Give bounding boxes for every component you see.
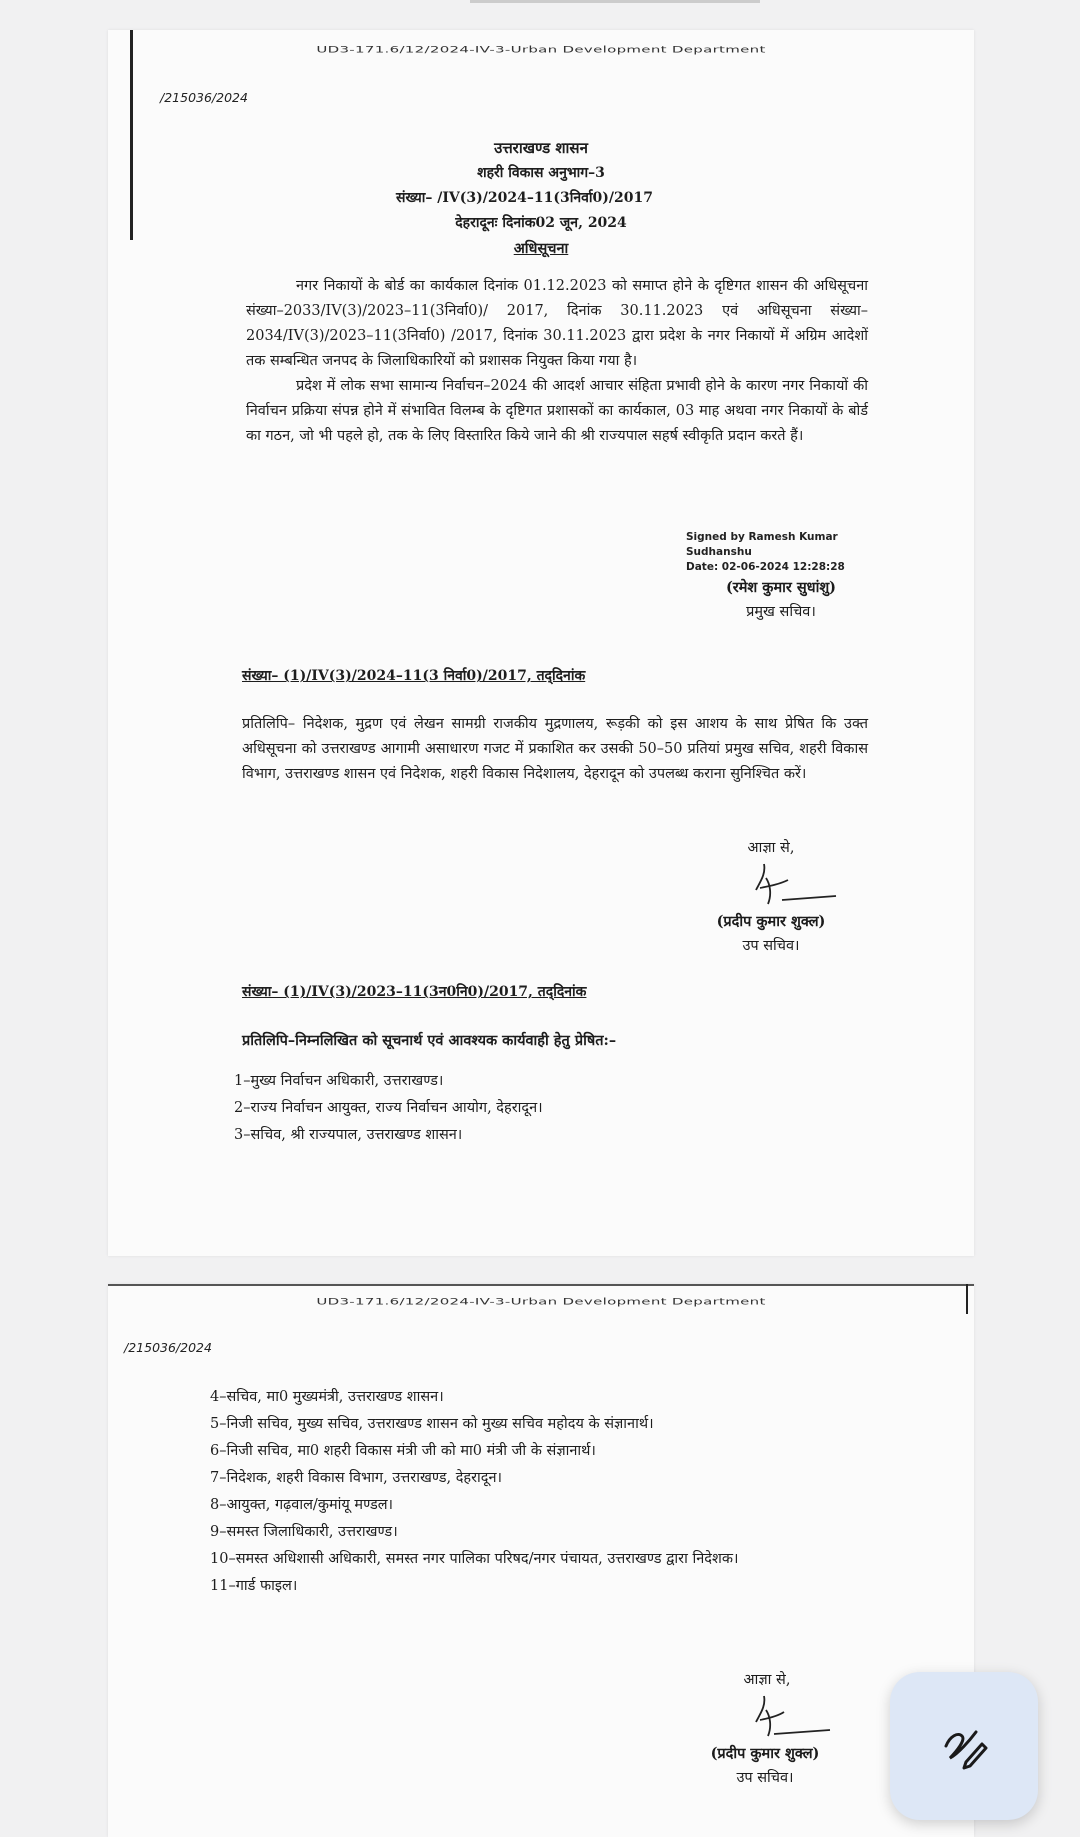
section-title: शहरी विकास अनुभाग–3 bbox=[477, 165, 605, 181]
list-item: 9–समस्त जिलाधिकारी, उत्तराखण्ड। bbox=[210, 1524, 398, 1540]
recipient-list-2 bbox=[210, 1384, 840, 1600]
list-item: 3–सचिव, श्री राज्यपाल, उत्तराखण्ड शासन। bbox=[234, 1127, 463, 1143]
by-order-1: आज्ञा से, bbox=[747, 840, 795, 856]
handwritten-signature bbox=[736, 860, 846, 908]
copy-1-text: प्रतिलिपि– निदेशक, मुद्रण एवं लेखन सामग्री राजकीय मुद्रणालय, रूड़की को इस आशय के साथ प्रेषित कि उक्त अधिसूचना को उत्तराखण्ड आगामी असाधारण गजट में प्रकाशित कर उसकी 50–50 प्रतियां प्रमुख सचिव, शहरी विकास विभाग, उत्तराखण्ड शासन एवं निदेशक, शहरी विकास निदेशालय, देहरादून को उपलब्ध कराना सुनिश्चित करें। bbox=[242, 716, 868, 782]
page-header: UD3-171.6/12/2024-IV-3-Urban Development Department bbox=[316, 1296, 766, 1307]
reference-number: /215036/2024 bbox=[160, 90, 248, 105]
list-item: 11–गार्ड फाइल। bbox=[210, 1578, 298, 1594]
copy-2-heading: प्रतिलिपि–निम्नलिखित को सूचनार्थ एवं आवश्यक कार्यवाही हेतु प्रेषित:– bbox=[242, 1032, 617, 1049]
deputy-title: उप सचिव। bbox=[742, 938, 800, 954]
digital-signature-block bbox=[686, 530, 845, 575]
deputy-name: (प्रदीप कुमार शुक्ल) bbox=[710, 1745, 820, 1762]
reference-number: /215036/2024 bbox=[124, 1340, 212, 1355]
list-item: 4–सचिव, मा0 मुख्यमंत्री, उत्तराखण्ड शासन। bbox=[210, 1389, 444, 1405]
notification-body bbox=[246, 274, 868, 449]
paragraph-2: प्रदेश में लोक सभा सामान्य निर्वाचन–2024 की आदर्श आचार संहिता प्रभावी होने के कारण नगर निकायों की निर्वाचन प्रक्रिया संपन्न होने में संभावित विलम्ब के दृष्टिगत प्रशासकों का कार्यकाल, 03 माह अथवा नगर निकायों के बोर्ड का गठन, जो भी पहले हो, तक के लिए विस्तारित किये जाने की श्री राज्यपाल सहर्ष स्वीकृति प्रदान करते हैं। bbox=[246, 378, 868, 444]
signer-block bbox=[706, 576, 856, 624]
signer-title: प्रमुख सचिव। bbox=[746, 604, 816, 620]
deputy-block-1 bbox=[686, 910, 856, 958]
deputy-block-2 bbox=[680, 1742, 850, 1790]
page-edge-line bbox=[130, 30, 133, 240]
handwritten-signature bbox=[734, 1692, 844, 1740]
document-page-2 bbox=[108, 1284, 974, 1837]
list-item: 5–निजी सचिव, मुख्य सचिव, उत्तराखण्ड शासन को मुख्य सचिव महोदय के संज्ञानार्थ। bbox=[210, 1416, 654, 1432]
edit-pen-icon bbox=[936, 1718, 992, 1774]
digital-signature-line: Date: 02-06-2024 12:28:28 bbox=[686, 561, 845, 573]
paragraph-1: नगर निकायों के बोर्ड का कार्यकाल दिनांक 01.12.2023 को समाप्त होने के दृष्टिगत शासन की अधिसूचना संख्या–2033/IV(3)/2023–11(3निर्वा0)/ 2017, दिनांक 30.11.2023 एवं अधिसूचना संख्या–2034/IV(3)/2023–11(3निर्वा0) /2017, दिनांक 30.11.2023 द्वारा प्रदेश के नगर निकायों में अग्रिम आदेशों तक सम्बन्धित जनपद के जिलाधिकारियों को प्रशासक नियुक्त किया गया है। bbox=[246, 278, 868, 369]
notification-heading: अधिसूचना bbox=[513, 240, 569, 257]
copy-1-body bbox=[242, 712, 868, 787]
list-item: 6–निजी सचिव, मा0 शहरी विकास मंत्री जी को मा0 मंत्री जी के संज्ञानार्थ। bbox=[210, 1443, 596, 1459]
copy-number-1: संख्या– (1)/IV(3)/2024–11(3 निर्वा0)/2017, तद्‌दिनांक bbox=[242, 668, 586, 684]
notification-number: संख्या– /IV(3)/2024–11(3निर्वा0)/2017 bbox=[396, 190, 653, 206]
by-order-2: आज्ञा से, bbox=[743, 1672, 791, 1688]
list-item: 8–आयुक्त, गढ़वाल/कुमांयू मण्डल। bbox=[210, 1497, 394, 1513]
edit-floating-button[interactable] bbox=[890, 1672, 1038, 1820]
top-edge-bar bbox=[470, 0, 760, 3]
recipient-list-1 bbox=[234, 1068, 874, 1149]
digital-signature-line: Sudhanshu bbox=[686, 546, 752, 558]
list-item: 1–मुख्य निर्वाचन अधिकारी, उत्तराखण्ड। bbox=[234, 1073, 444, 1089]
list-item: 2–राज्य निर्वाचन आयुक्त, राज्य निर्वाचन आयोग, देहरादून। bbox=[234, 1100, 543, 1116]
place-date: देहरादूनः दिनांक02 जून, 2024 bbox=[455, 215, 627, 231]
digital-signature-line: Signed by Ramesh Kumar bbox=[686, 531, 838, 543]
page-header: UD3-171.6/12/2024-IV-3-Urban Development Department bbox=[316, 44, 766, 55]
list-item: 10–समस्त अधिशासी अधिकारी, समस्त नगर पालिका परिषद/नगर पंचायत, उत्तराखण्ड द्वारा निदेशक। bbox=[210, 1551, 739, 1567]
deputy-name: (प्रदीप कुमार शुक्ल) bbox=[716, 913, 826, 930]
document-page-1 bbox=[108, 30, 974, 1256]
signer-name: (रमेश कुमार सुधांशु) bbox=[725, 579, 837, 596]
government-title: उत्तराखण्ड शासन bbox=[494, 139, 588, 157]
deputy-title: उप सचिव। bbox=[736, 1770, 794, 1786]
page-edge-line bbox=[108, 1284, 974, 1286]
list-item: 7–निदेशक, शहरी विकास विभाग, उत्तराखण्ड, देहरादून। bbox=[210, 1470, 503, 1486]
copy-number-2: संख्या– (1)/IV(3)/2023–11(3न0नि0)/2017, तद्‌दिनांक bbox=[242, 984, 587, 1000]
